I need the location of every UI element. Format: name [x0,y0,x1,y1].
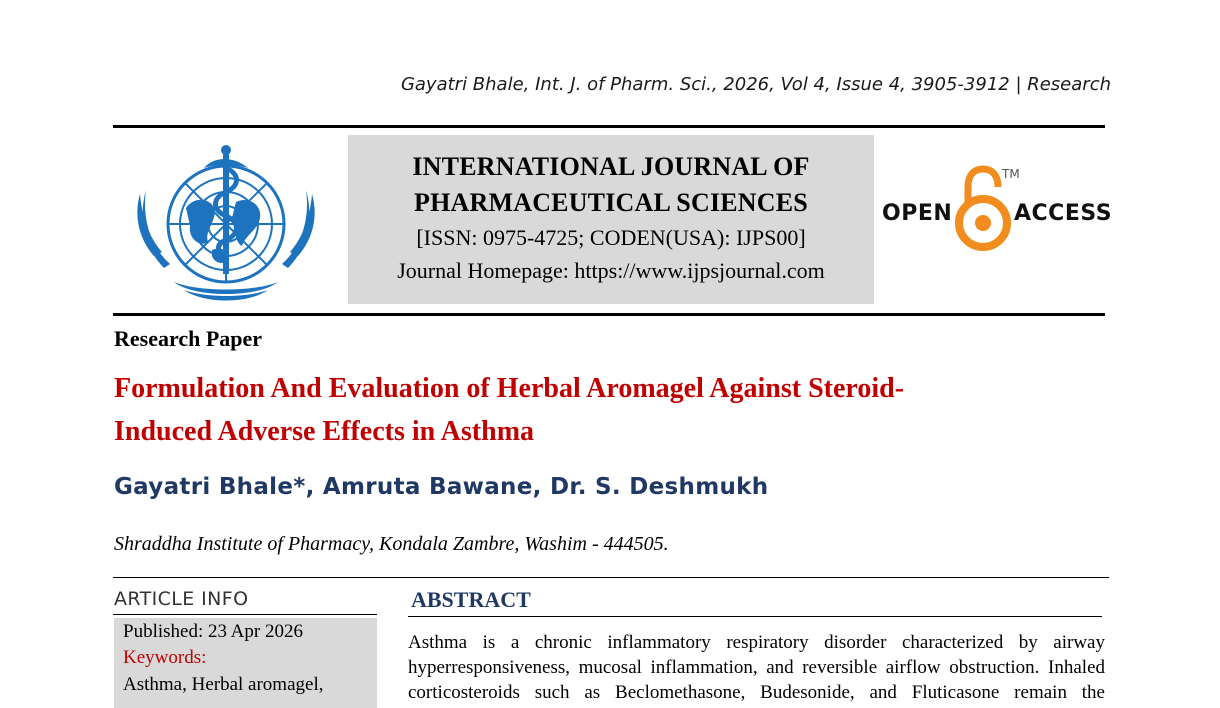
published-date: Published: 23 Apr 2026 [123,621,303,642]
article-info-heading: ARTICLE INFO [114,588,249,610]
journal-masthead-box [348,135,874,304]
header-top-rule [113,125,1105,128]
trademark-mark: TM [1002,167,1020,181]
header-bottom-rule [113,313,1105,316]
running-header: Gayatri Bhale, Int. J. of Pharm. Sci., 2026, Vol 4, Issue 4, 3905-3912 | Research [400,74,1111,95]
paper-title [114,367,1074,453]
paper-title-line-2: Induced Adverse Effects in Asthma [114,416,535,447]
paper-title-line-1: Formulation And Evaluation of Herbal Aromagel Against Steroid- [114,373,905,404]
author-affiliation: Shraddha Institute of Pharmacy, Kondala Zambre, Washim - 444505. [114,533,669,555]
journal-name-line-1: INTERNATIONAL JOURNAL OF [412,152,810,181]
journal-emblem-logo [124,138,328,308]
abstract-body [408,630,1105,705]
keywords-label: Keywords: [123,647,207,668]
abstract-line-1: Asthma is a chronic inflammatory respiratory disorder characterized by airway [408,632,1105,653]
open-access-logo [880,165,1113,257]
open-access-word-open: OPEN [882,201,953,226]
open-access-word-access: ACCESS [1014,201,1113,226]
journal-name-line-2: PHARMACEUTICAL SCIENCES [414,188,808,217]
author-list: Gayatri Bhale*, Amruta Bawane, Dr. S. Deshmukh [114,474,769,500]
abstract-line-3: corticosteroids such as Beclomethasone, Budesonide, and Fluticasone remain the [408,682,1105,703]
journal-issn: [ISSN: 0975-4725; CODEN(USA): IJPS00] [416,225,806,250]
article-info-underline [113,614,377,615]
abstract-underline [408,616,1102,617]
journal-homepage[interactable]: Journal Homepage: https://www.ijpsjournal.com [397,258,825,283]
keywords-list: Asthma, Herbal aromagel, [123,674,324,695]
abstract-heading: ABSTRACT [411,587,531,612]
affiliation-divider [113,577,1109,578]
article-type-label: Research Paper [114,326,263,351]
abstract-line-2: hyperresponsiveness, mucosal inflammation, and reversible airflow obstruction. Inhaled [408,657,1105,678]
